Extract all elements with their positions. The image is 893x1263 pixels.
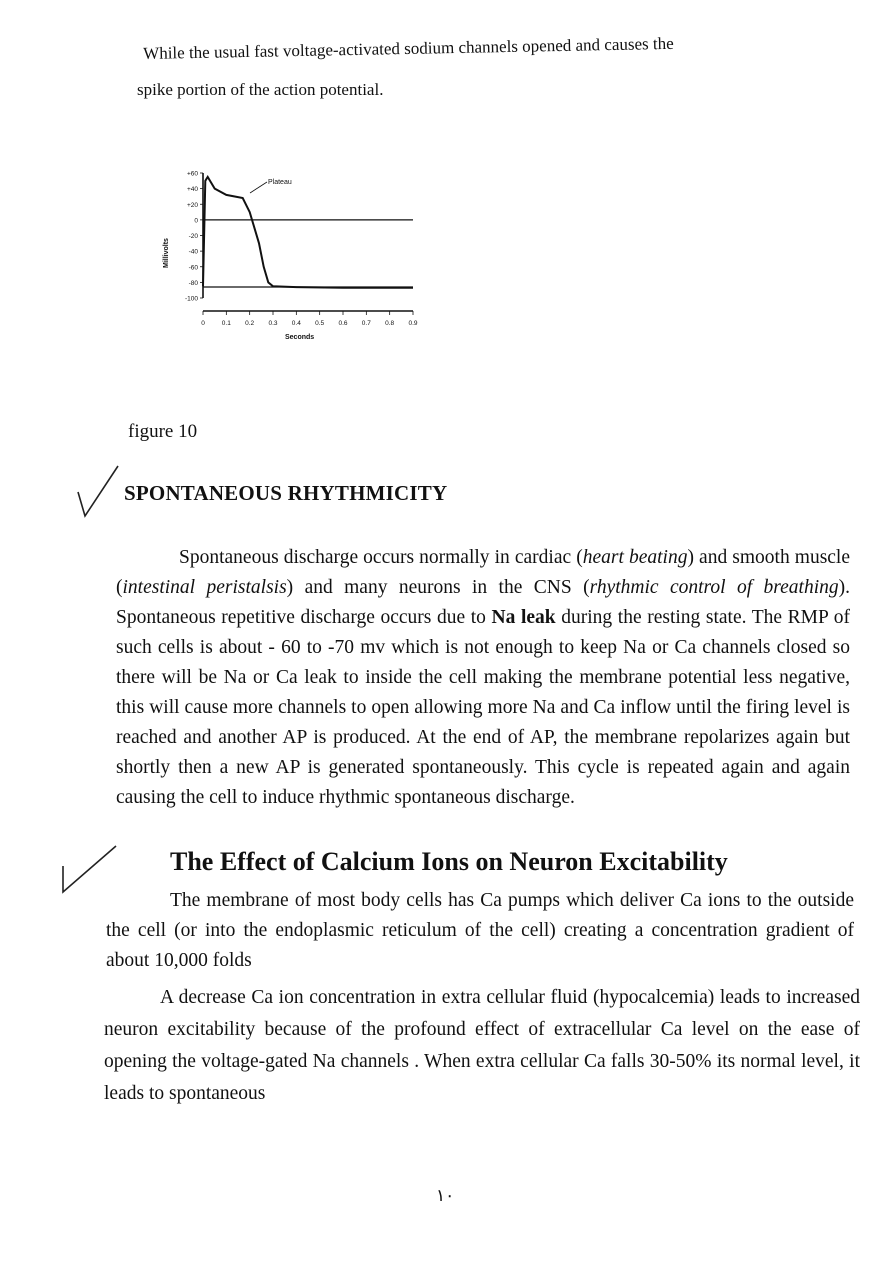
x-tick-label: 0.3	[268, 320, 278, 327]
y-tick-label: 0	[194, 217, 198, 225]
page-number: ١٠	[436, 1186, 455, 1205]
y-tick-labels	[185, 171, 203, 303]
y-axis-label: Millivolts	[163, 238, 170, 268]
paragraph-hypocalcemia: A decrease Ca ion concentration in extra cellular fluid (hypocalcemia) leads to increased neuron excitability because of the profound effect of extracellular Ca level on the ease of opening the voltage-gated Na channels . When extra cellular Ca falls 30-50% its normal level, it leads to spontaneous	[104, 987, 860, 1104]
paragraph-spontaneous: Spontaneous discharge occurs normally in cardiac (heart beating) and smooth muscle (intestinal peristalsis) and many neurons in the CNS (rhythmic control of breathing). Spontaneous repetitive discharge occurs due to Na leak during the resting state. The RMP of such cells is about - 60 to -70 mv which is not enough to keep Na or Ca channels closed so there will be Na or Ca leak to inside the cell making the membrane potential less negative, this will cause more channels to open allowing more Na and Ca inflow until the firing level is reached and another AP is produced. At the end of AP, the membrane repolarizes again but shortly then a new AP is generated spontaneously. This cycle is repeated again and again causing the cell to induce rhythmic spontaneous discharge.	[116, 547, 851, 808]
y-tick-label: -100	[184, 295, 198, 303]
x-tick-label: 0.8	[385, 320, 395, 327]
x-tick-label: 0.2	[245, 320, 255, 327]
paragraph-calcium-pumps: The membrane of most body cells has Ca pumps which deliver Ca ions to the outside the cell (or into the endoplasmic reticulum of the cell) creating a concentration gradient of about 10,000 folds	[106, 890, 854, 971]
x-tick-label: 0.7	[361, 320, 371, 327]
action-potential-line	[203, 177, 413, 288]
x-tick-label: 0.4	[291, 320, 301, 327]
plateau-pointer	[250, 182, 267, 193]
figure-caption: figure 10	[128, 421, 198, 442]
y-tick-label: +20	[186, 201, 198, 209]
x-tick-label: 0.1	[221, 320, 231, 327]
intro-line-1: While the usual fast voltage-activated sodium channels opened and causes the	[143, 33, 674, 63]
y-tick-label: -80	[188, 279, 198, 287]
intro-line-2: spike portion of the action potential.	[137, 80, 384, 99]
y-tick-label: -40	[188, 248, 198, 256]
section-heading-calcium: The Effect of Calcium Ions on Neuron Excitability	[170, 847, 728, 876]
x-tick-label: 0.6	[338, 320, 348, 327]
x-axis-label: Seconds	[285, 334, 315, 341]
action-potential-chart	[150, 158, 420, 348]
plateau-annotation: Plateau	[268, 179, 292, 186]
section-heading-spontaneous-rhythmicity: SPONTANEOUS RHYTHMICITY	[124, 481, 448, 505]
y-tick-label: -20	[188, 233, 198, 240]
check-mark-icon	[72, 460, 132, 520]
y-tick-label: +40	[186, 186, 198, 194]
y-tick-label: -60	[188, 264, 198, 272]
x-tick-labels	[201, 311, 418, 327]
y-tick-label: +60	[186, 170, 198, 178]
x-tick-label: 0	[201, 320, 205, 327]
x-tick-label: 0.5	[315, 320, 325, 327]
x-tick-label: 0.9	[408, 320, 418, 327]
